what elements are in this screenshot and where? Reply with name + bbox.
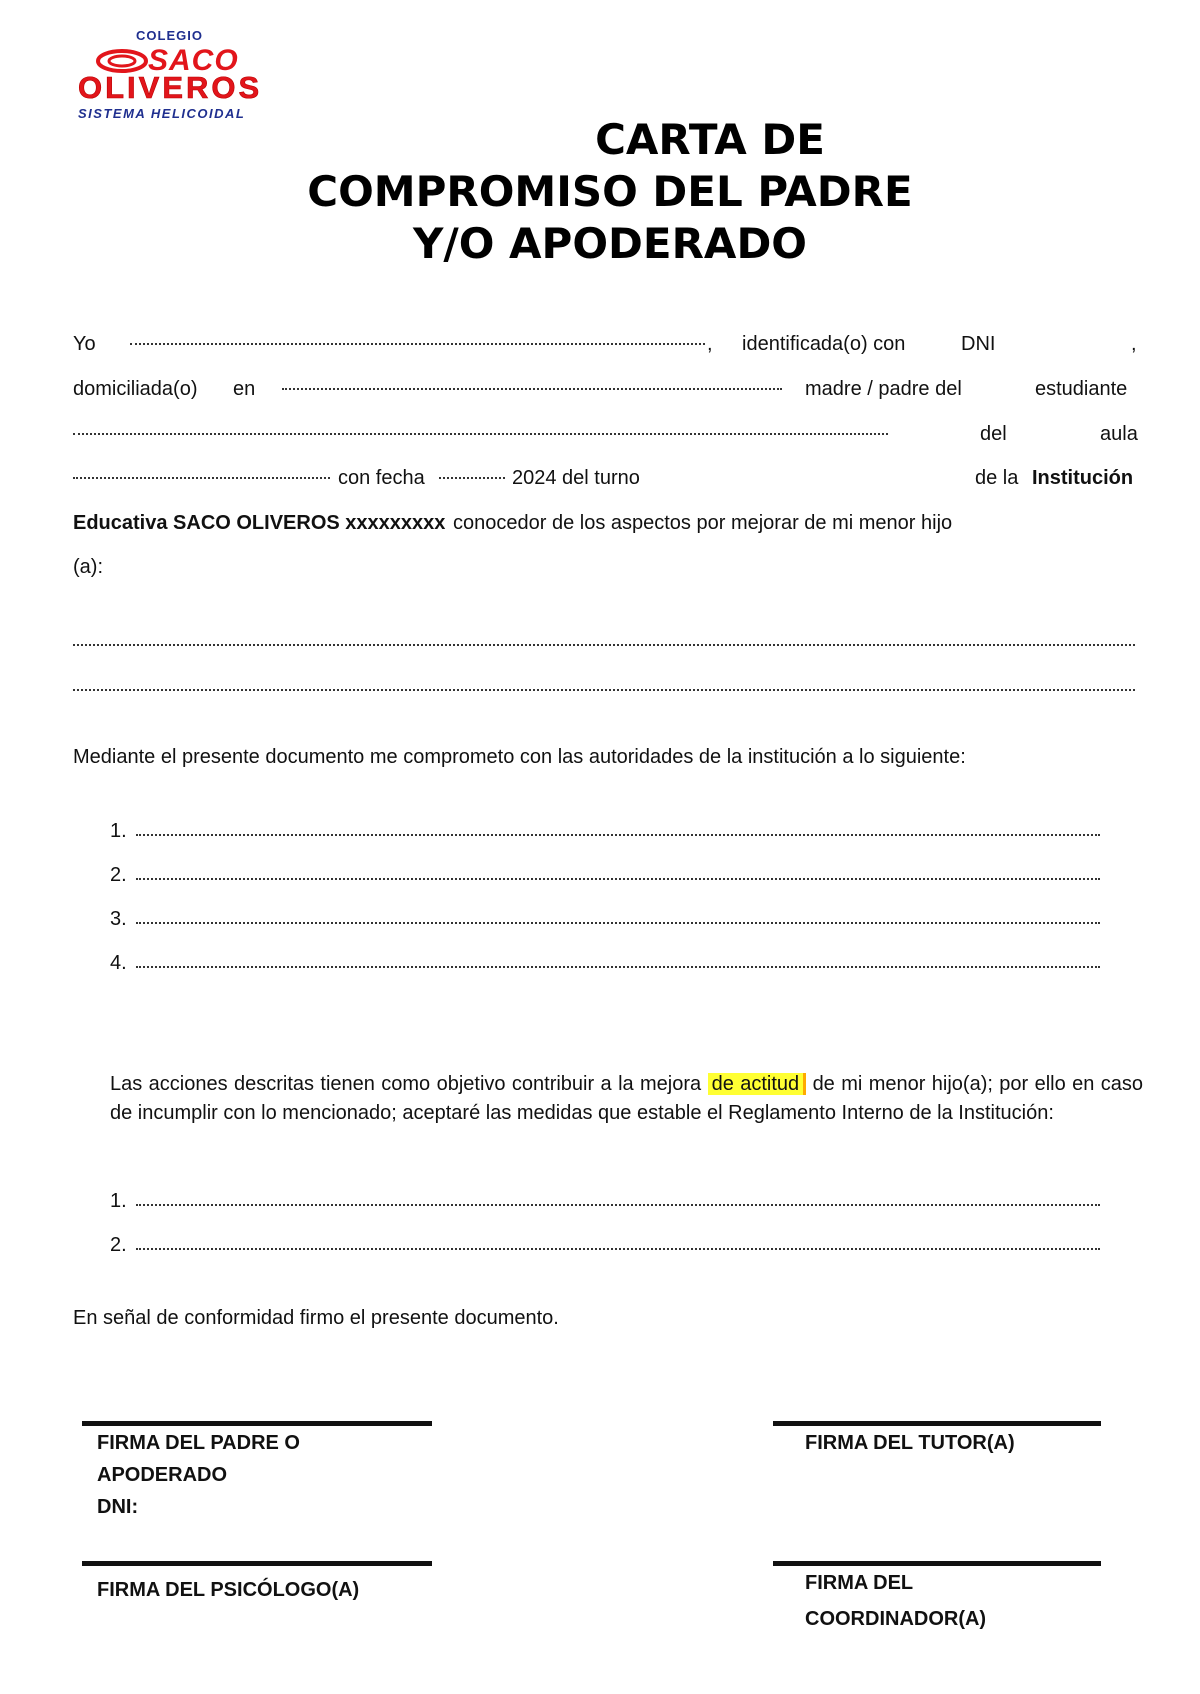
- logo-oliveros-text: OLIVEROS: [78, 70, 263, 105]
- coordinator-signature-label-line1: FIRMA DEL: [805, 1572, 914, 1594]
- student-fill-line[interactable]: [73, 433, 888, 435]
- institucion-label: Institución: [1032, 467, 1134, 489]
- title-line-1: CARTA DE: [595, 115, 825, 164]
- form-line-date: [73, 467, 1143, 495]
- dni-label: DNI: [961, 333, 996, 355]
- consequence-number: 1.: [110, 1190, 127, 1212]
- commitment-item: [110, 820, 1100, 848]
- conformity-text: En señal de conformidad firmo el presente documento.: [73, 1307, 559, 1329]
- commitment-number: 1.: [110, 820, 127, 842]
- de-la-label: de la: [975, 467, 1019, 489]
- year-turno-label: 2024 del turno: [512, 467, 640, 489]
- yo-label: Yo: [73, 333, 96, 355]
- form-line-child: [73, 556, 1143, 584]
- comma-2: ,: [1131, 333, 1137, 355]
- consequence-item: [110, 1234, 1100, 1262]
- commitment-number: 2.: [110, 864, 127, 886]
- consequence-fill-line[interactable]: [136, 1248, 1100, 1250]
- commitment-item: [110, 908, 1100, 936]
- en-label: en: [233, 378, 256, 400]
- title-line-3: Y/O APODERADO: [412, 219, 808, 268]
- coordinator-signature-label-line2: COORDINADOR(A): [805, 1608, 987, 1630]
- commitment-number: 3.: [110, 908, 127, 930]
- school-logo: [76, 26, 266, 121]
- tutor-signature-label: FIRMA DEL TUTOR(A): [805, 1432, 1015, 1454]
- actions-highlight: de actitud: [708, 1073, 807, 1095]
- parent-signature-line: [82, 1421, 432, 1426]
- parent-signature-label-line2: APODERADO: [97, 1464, 228, 1486]
- aspects-line-2: [73, 679, 1143, 707]
- parent-signature-label-line1: FIRMA DEL PADRE O: [97, 1432, 300, 1454]
- psychologist-signature-line: [82, 1561, 432, 1566]
- title-line-2: COMPROMISO DEL PADRE: [307, 167, 913, 216]
- commitment-fill-line[interactable]: [136, 966, 1100, 968]
- aspects-fill-line-2[interactable]: [73, 689, 1135, 691]
- logo-colegio-text: COLEGIO: [136, 28, 203, 43]
- aula-label: aula: [1100, 423, 1138, 445]
- commitment-fill-line[interactable]: [136, 878, 1100, 880]
- parent-signature-label: [97, 1427, 300, 1523]
- form-line-name: [73, 333, 1143, 361]
- consequence-fill-line[interactable]: [136, 1204, 1100, 1206]
- commitment-fill-line[interactable]: [136, 834, 1100, 836]
- del-label: del: [980, 423, 1007, 445]
- logo-sistema-text: SISTEMA HELICOIDAL: [78, 106, 246, 121]
- estudiante-label: estudiante: [1035, 378, 1128, 400]
- identificada-label: identificada(o) con: [742, 333, 906, 355]
- logo-saco-text: SACO: [148, 44, 239, 77]
- consequence-number: 2.: [110, 1234, 127, 1256]
- parent-dni-label: DNI:: [97, 1496, 139, 1518]
- address-fill-line[interactable]: [282, 388, 782, 390]
- con-fecha-label: con fecha: [338, 467, 425, 489]
- domiciliada-label: domiciliada(o): [73, 378, 198, 400]
- comma-1: ,: [707, 333, 713, 355]
- date-fill-line[interactable]: [439, 477, 505, 479]
- madre-padre-label: madre / padre del: [805, 378, 962, 400]
- school-name: Educativa SACO OLIVEROS xxxxxxxxx: [73, 512, 446, 534]
- classroom-fill-line[interactable]: [73, 477, 330, 479]
- commitment-intro: Mediante el presente documento me comprometo con las autoridades de la institución a lo siguiente:: [73, 746, 966, 768]
- coordinator-signature-label: [805, 1565, 986, 1637]
- actions-text-after: de mi menor hijo(a); por ello en caso de incumplir con lo mencionado; aceptaré las medidas que estable el Reglamento Interno de la Institución:: [110, 1073, 1144, 1124]
- commitment-fill-line[interactable]: [136, 922, 1100, 924]
- actions-paragraph: [110, 1070, 1143, 1128]
- commitment-number: 4.: [110, 952, 127, 974]
- psychologist-signature-label: FIRMA DEL PSICÓLOGO(A): [97, 1579, 360, 1601]
- conocedor-text: conocedor de los aspectos por mejorar de mi menor hijo: [453, 512, 953, 534]
- tutor-signature-line: [773, 1421, 1101, 1426]
- name-fill-line[interactable]: [130, 343, 705, 345]
- a-label: (a):: [73, 556, 103, 578]
- commitment-item: [110, 864, 1100, 892]
- aspects-line-1: [73, 634, 1143, 662]
- commitment-item: [110, 952, 1100, 980]
- form-line-school: [73, 512, 1143, 540]
- consequence-item: [110, 1190, 1100, 1218]
- form-line-address: [73, 378, 1143, 406]
- actions-text-before: Las acciones descritas tienen como objetivo contribuir a la mejora: [110, 1073, 702, 1095]
- form-line-student: [73, 423, 1143, 451]
- aspects-fill-line-1[interactable]: [73, 644, 1135, 646]
